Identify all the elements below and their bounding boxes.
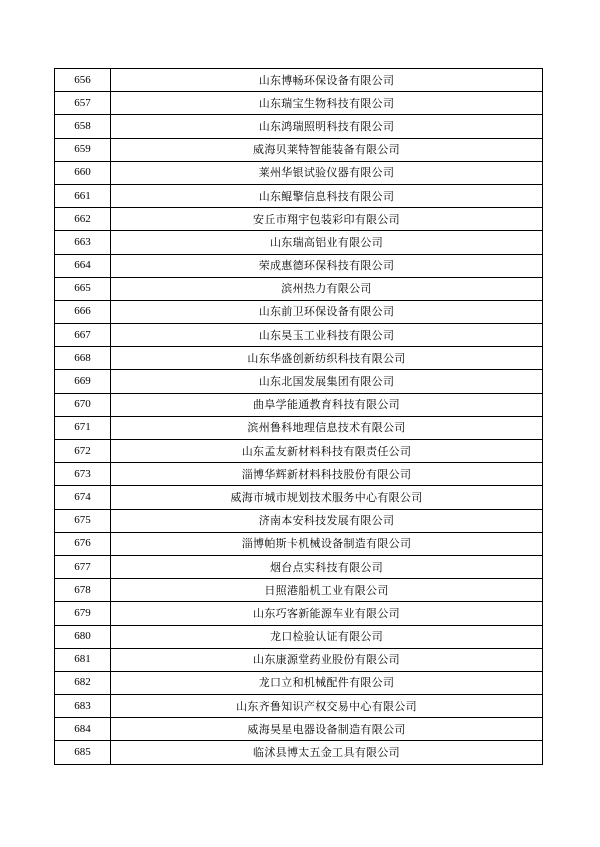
table-row	[55, 69, 543, 92]
company-name: 山东前卫环保设备有限公司	[111, 300, 543, 323]
table-row	[55, 370, 543, 393]
company-name: 山东齐鲁知识产权交易中心有限公司	[111, 695, 543, 718]
company-name: 威海贝莱特智能装备有限公司	[111, 138, 543, 161]
table-row	[55, 648, 543, 671]
company-name: 山东瑞宝生物科技有限公司	[111, 92, 543, 115]
table-row	[55, 741, 543, 764]
table-row	[55, 231, 543, 254]
row-number: 684	[55, 718, 111, 741]
row-number: 680	[55, 625, 111, 648]
company-name: 济南本安科技发展有限公司	[111, 509, 543, 532]
company-name: 安丘市翔宇包装彩印有限公司	[111, 208, 543, 231]
row-number: 661	[55, 184, 111, 207]
company-name: 山东鸿瑞照明科技有限公司	[111, 115, 543, 138]
table-row	[55, 300, 543, 323]
row-number: 667	[55, 324, 111, 347]
company-list-body	[55, 69, 543, 765]
table-row	[55, 463, 543, 486]
table-row	[55, 625, 543, 648]
company-name: 临沭县博太五金工具有限公司	[111, 741, 543, 764]
company-name: 淄博华辉新材料科技股份有限公司	[111, 463, 543, 486]
row-number: 677	[55, 555, 111, 578]
company-name: 山东华盛创新纺织科技有限公司	[111, 347, 543, 370]
row-number: 669	[55, 370, 111, 393]
table-row	[55, 695, 543, 718]
company-name: 山东巧客新能源车业有限公司	[111, 602, 543, 625]
company-name: 山东鲲擎信息科技有限公司	[111, 184, 543, 207]
row-number: 658	[55, 115, 111, 138]
company-name: 山东昊玉工业科技有限公司	[111, 324, 543, 347]
table-row	[55, 579, 543, 602]
row-number: 683	[55, 695, 111, 718]
row-number: 663	[55, 231, 111, 254]
row-number: 678	[55, 579, 111, 602]
table-row	[55, 555, 543, 578]
table-row	[55, 671, 543, 694]
table-row	[55, 486, 543, 509]
company-name: 山东瑞高铝业有限公司	[111, 231, 543, 254]
company-list-table	[54, 68, 543, 765]
company-name: 日照港船机工业有限公司	[111, 579, 543, 602]
row-number: 662	[55, 208, 111, 231]
company-name: 淄博帕斯卡机械设备制造有限公司	[111, 532, 543, 555]
company-name: 烟台点实科技有限公司	[111, 555, 543, 578]
row-number: 666	[55, 300, 111, 323]
row-number: 664	[55, 254, 111, 277]
company-name: 龙口立和机械配件有限公司	[111, 671, 543, 694]
company-name: 曲阜学能通教育科技有限公司	[111, 393, 543, 416]
row-number: 675	[55, 509, 111, 532]
row-number: 657	[55, 92, 111, 115]
table-row	[55, 718, 543, 741]
company-name: 威海市城市规划技术服务中心有限公司	[111, 486, 543, 509]
row-number: 671	[55, 416, 111, 439]
company-name: 山东博畅环保设备有限公司	[111, 69, 543, 92]
table-row	[55, 92, 543, 115]
company-name: 山东北国发展集团有限公司	[111, 370, 543, 393]
table-row	[55, 161, 543, 184]
table-row	[55, 138, 543, 161]
company-name: 滨州鲁科地理信息技术有限公司	[111, 416, 543, 439]
row-number: 682	[55, 671, 111, 694]
row-number: 679	[55, 602, 111, 625]
table-row	[55, 184, 543, 207]
row-number: 665	[55, 277, 111, 300]
company-name: 威海昊星电器设备制造有限公司	[111, 718, 543, 741]
row-number: 656	[55, 69, 111, 92]
row-number: 670	[55, 393, 111, 416]
row-number: 672	[55, 440, 111, 463]
company-name: 莱州华银试验仪器有限公司	[111, 161, 543, 184]
row-number: 660	[55, 161, 111, 184]
table-row	[55, 254, 543, 277]
table-row	[55, 393, 543, 416]
row-number: 668	[55, 347, 111, 370]
company-name: 山东孟友新材料科技有限责任公司	[111, 440, 543, 463]
table-row	[55, 416, 543, 439]
company-name: 滨州热力有限公司	[111, 277, 543, 300]
table-row	[55, 115, 543, 138]
table-row	[55, 440, 543, 463]
table-row	[55, 602, 543, 625]
table-row	[55, 509, 543, 532]
table-row	[55, 532, 543, 555]
company-name: 荣成惠德环保科技有限公司	[111, 254, 543, 277]
table-row	[55, 277, 543, 300]
company-name: 龙口检验认证有限公司	[111, 625, 543, 648]
row-number: 685	[55, 741, 111, 764]
row-number: 681	[55, 648, 111, 671]
row-number: 673	[55, 463, 111, 486]
row-number: 676	[55, 532, 111, 555]
table-row	[55, 347, 543, 370]
row-number: 674	[55, 486, 111, 509]
table-row	[55, 324, 543, 347]
company-name: 山东康源堂药业股份有限公司	[111, 648, 543, 671]
row-number: 659	[55, 138, 111, 161]
table-row	[55, 208, 543, 231]
